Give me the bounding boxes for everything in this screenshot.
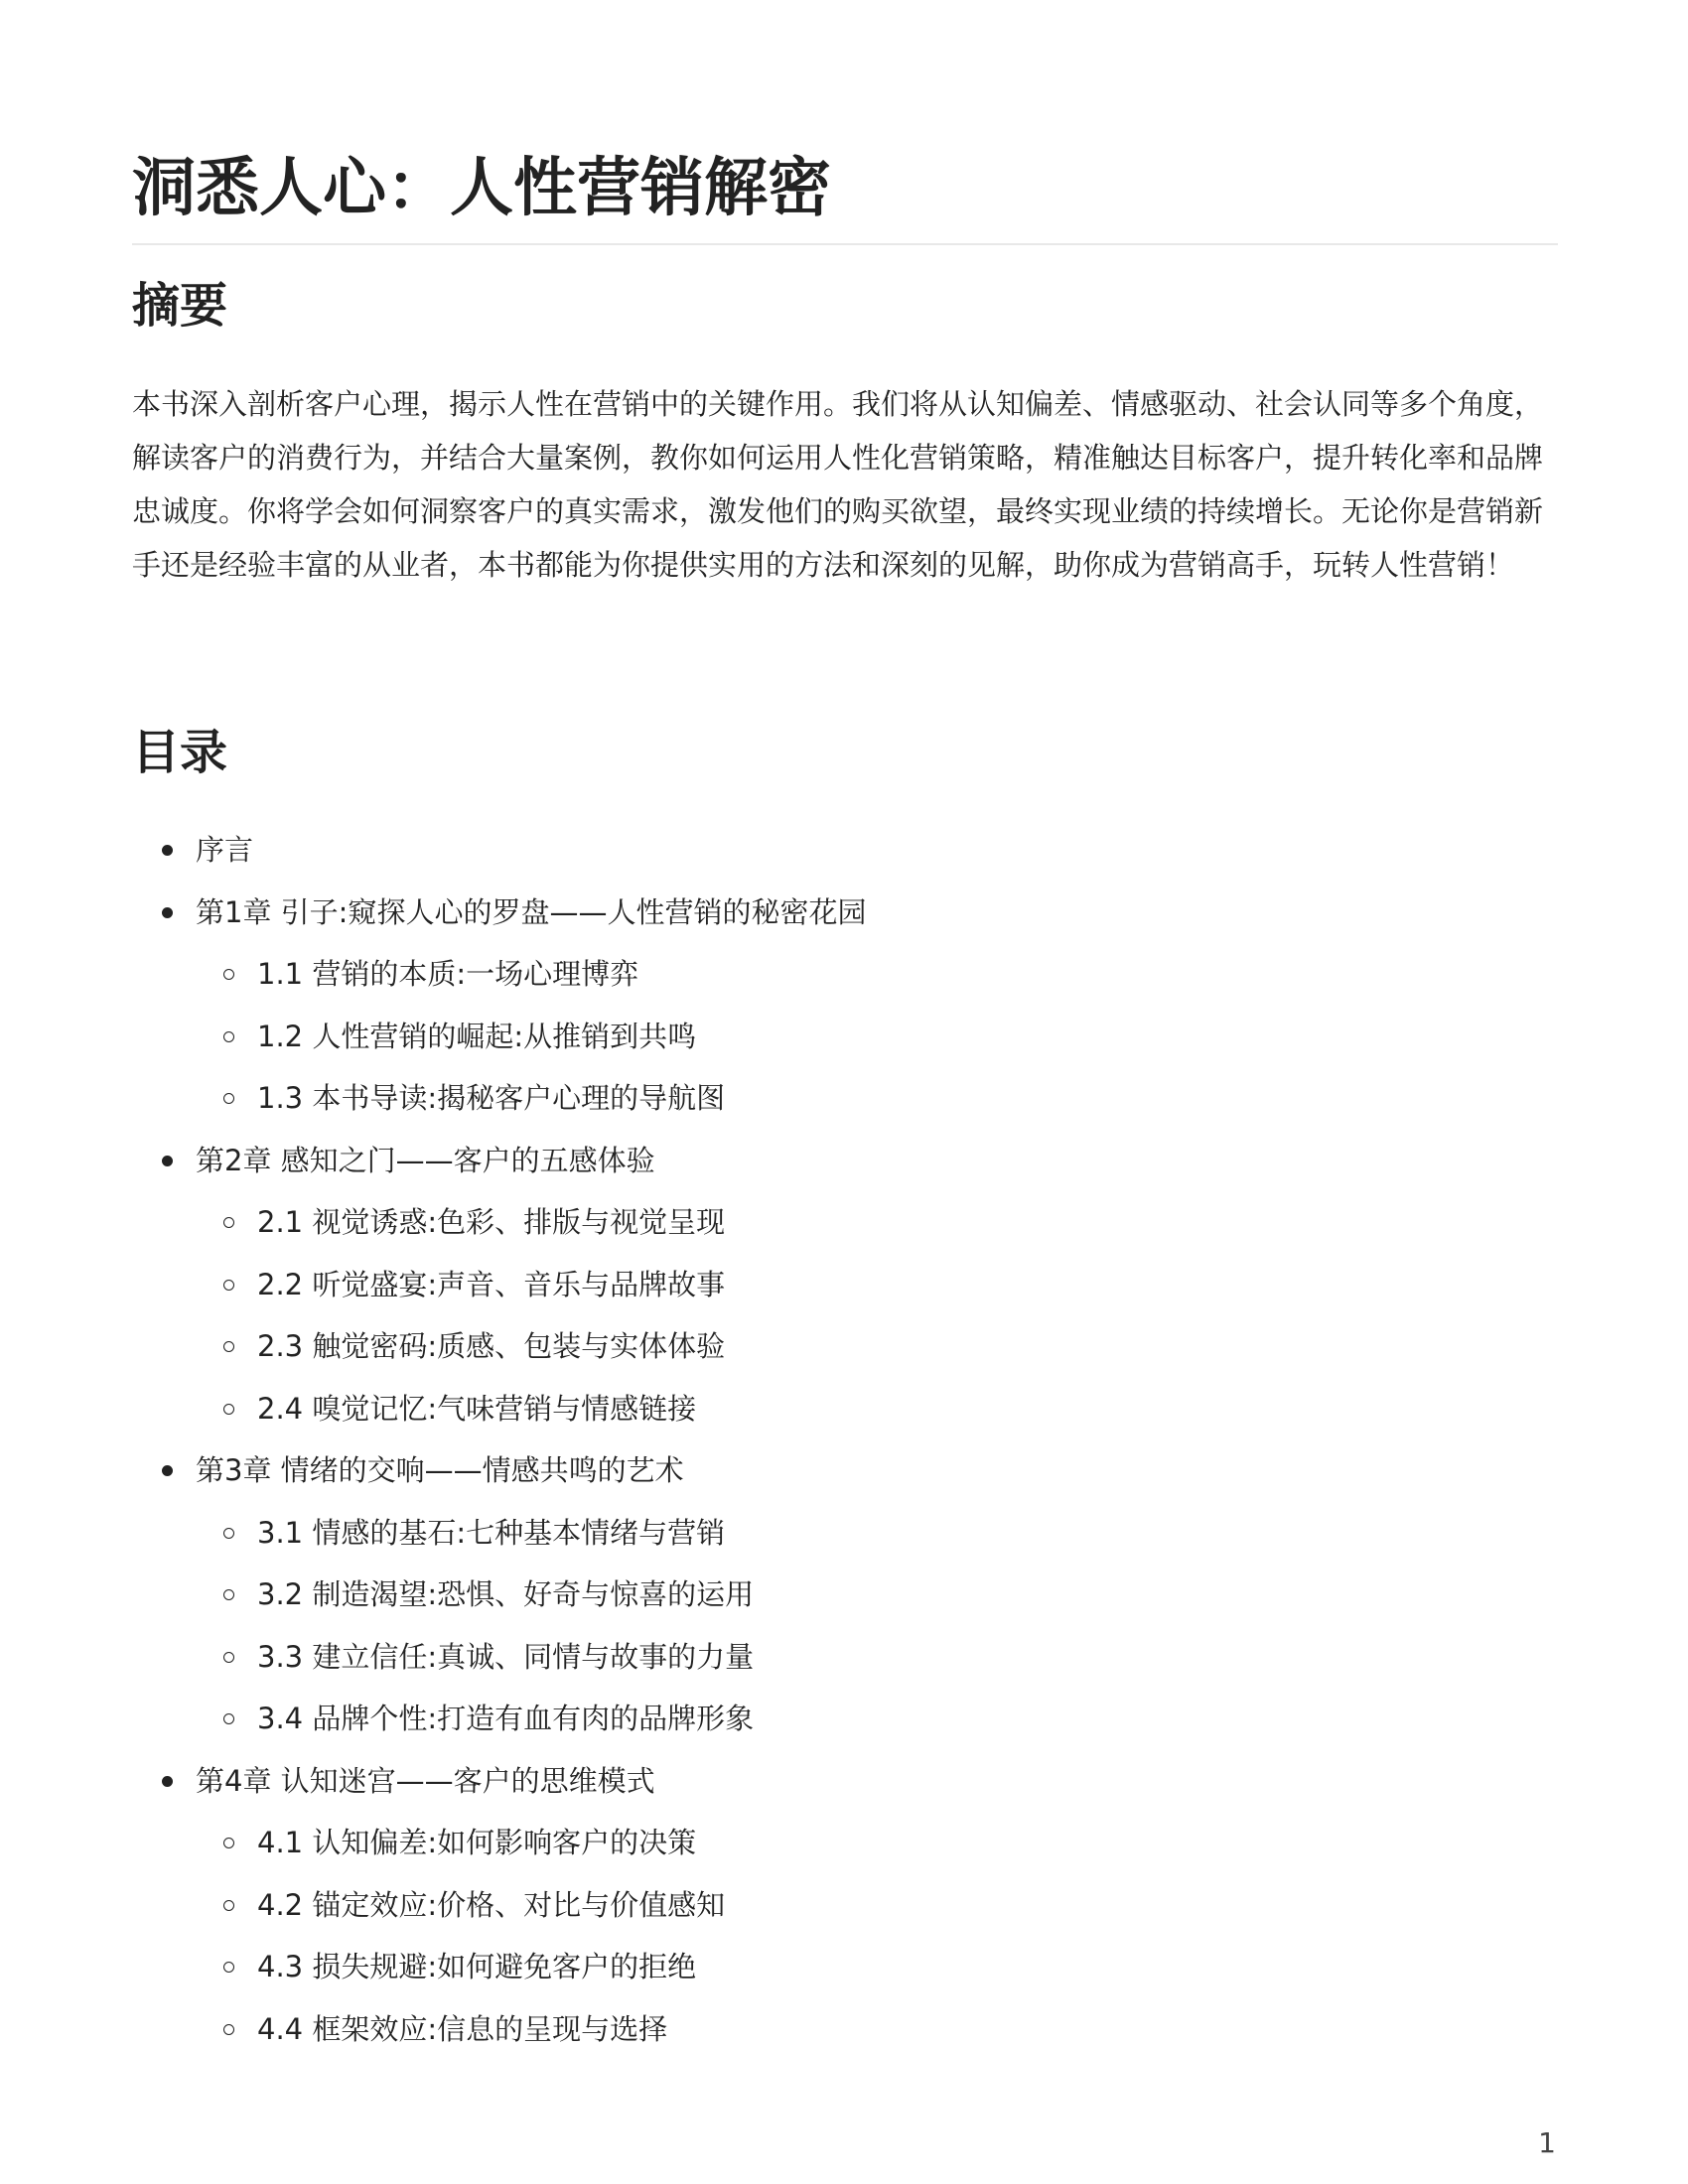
toc-section-item	[132, 1191, 866, 1254]
filled-bullet-icon	[162, 1776, 173, 1787]
toc-item-label: 4.4 框架效应:信息的呈现与选择	[257, 2011, 668, 2046]
hollow-bullet-icon	[223, 1280, 234, 1291]
toc-item-label: 2.3 触觉密码:质感、包装与实体体验	[257, 1329, 726, 1363]
filled-bullet-icon	[162, 907, 173, 918]
toc-section-item	[132, 1998, 866, 2061]
toc-section-item	[132, 1564, 866, 1626]
toc-chapter-item	[132, 819, 866, 882]
toc-chapter-item	[132, 882, 866, 944]
hollow-bullet-icon	[223, 1404, 234, 1415]
toc-item-label: 第1章 引子:窥探人心的罗盘——人性营销的秘密花园	[196, 894, 867, 929]
toc-item-label: 3.2 制造渴望:恐惧、好奇与惊喜的运用	[257, 1577, 755, 1611]
toc-heading: 目录	[132, 725, 228, 780]
toc-item-label: 4.2 锚定效应:价格、对比与价值感知	[257, 1887, 726, 1922]
title-divider	[132, 243, 1558, 245]
toc-chapter-item	[132, 1439, 866, 1502]
toc-section-item	[132, 943, 866, 1006]
toc-item-label: 第4章 认知迷宫——客户的思维模式	[196, 1763, 655, 1798]
toc-item-label: 序言	[196, 833, 254, 867]
hollow-bullet-icon	[223, 1713, 234, 1724]
hollow-bullet-icon	[223, 1838, 234, 1848]
document-title: 洞悉人心：人性营销解密	[132, 152, 831, 225]
hollow-bullet-icon	[223, 1528, 234, 1539]
hollow-bullet-icon	[223, 1652, 234, 1663]
hollow-bullet-icon	[223, 1031, 234, 1042]
hollow-bullet-icon	[223, 1589, 234, 1600]
hollow-bullet-icon	[223, 1217, 234, 1228]
toc-item-label: 2.2 听觉盛宴:声音、音乐与品牌故事	[257, 1267, 726, 1301]
hollow-bullet-icon	[223, 2024, 234, 2035]
toc-item-label: 第2章 感知之门——客户的五感体验	[196, 1143, 655, 1177]
filled-bullet-icon	[162, 1465, 173, 1476]
toc-section-item	[132, 1067, 866, 1130]
toc-item-label: 3.1 情感的基石:七种基本情绪与营销	[257, 1515, 726, 1550]
toc-section-item	[132, 1315, 866, 1378]
hollow-bullet-icon	[223, 1093, 234, 1104]
page-number: 1	[1538, 2126, 1556, 2159]
toc-section-item	[132, 1378, 866, 1440]
toc-chapter-item	[132, 1130, 866, 1192]
toc-item-label: 1.2 人性营销的崛起:从推销到共鸣	[257, 1019, 697, 1053]
toc-item-label: 1.3 本书导读:揭秘客户心理的导航图	[257, 1081, 726, 1115]
summary-heading: 摘要	[132, 278, 228, 334]
hollow-bullet-icon	[223, 969, 234, 980]
hollow-bullet-icon	[223, 1962, 234, 1973]
toc-section-item	[132, 1874, 866, 1937]
toc-item-label: 3.3 建立信任:真诚、同情与故事的力量	[257, 1639, 755, 1674]
toc-section-item	[132, 1812, 866, 1874]
toc-item-label: 2.4 嗅觉记忆:气味营销与情感链接	[257, 1391, 697, 1426]
toc-item-label: 第3章 情绪的交响——情感共鸣的艺术	[196, 1453, 684, 1487]
toc-item-label: 1.1 营销的本质:一场心理博弈	[257, 957, 639, 991]
toc-section-item	[132, 1006, 866, 1068]
table-of-contents	[132, 819, 866, 2060]
toc-item-label: 4.3 损失规避:如何避免客户的拒绝	[257, 1950, 697, 1983]
toc-section-item	[132, 1688, 866, 1750]
toc-item-label: 4.1 认知偏差:如何影响客户的决策	[257, 1826, 697, 1859]
hollow-bullet-icon	[223, 1900, 234, 1911]
toc-section-item	[132, 1502, 866, 1565]
filled-bullet-icon	[162, 845, 173, 856]
toc-section-item	[132, 1936, 866, 1998]
hollow-bullet-icon	[223, 1341, 234, 1352]
filled-bullet-icon	[162, 1156, 173, 1166]
toc-section-item	[132, 1254, 866, 1316]
toc-item-label: 3.4 品牌个性:打造有血有肉的品牌形象	[257, 1702, 755, 1735]
toc-chapter-item	[132, 1750, 866, 1813]
summary-paragraph: 本书深入剖析客户心理，揭示人性在营销中的关键作用。我们将从认知偏差、情感驱动、社会认同等多个角度，解读客户的消费行为，并结合大量案例，教你如何运用人性化营销策略，精准触达目标客户，提升转化率和品牌忠诚度。你将学会如何洞察客户的真实需求，激发他们的购买欲望，最终实现业绩的持续增长。无论你是营销新手还是经验丰富的从业者，本书都能为你提供实用的方法和深刻的见解，助你成为营销高手，玩转人性营销！	[132, 387, 1544, 582]
toc-section-item	[132, 1626, 866, 1689]
toc-item-label: 2.1 视觉诱惑:色彩、排版与视觉呈现	[257, 1205, 726, 1239]
